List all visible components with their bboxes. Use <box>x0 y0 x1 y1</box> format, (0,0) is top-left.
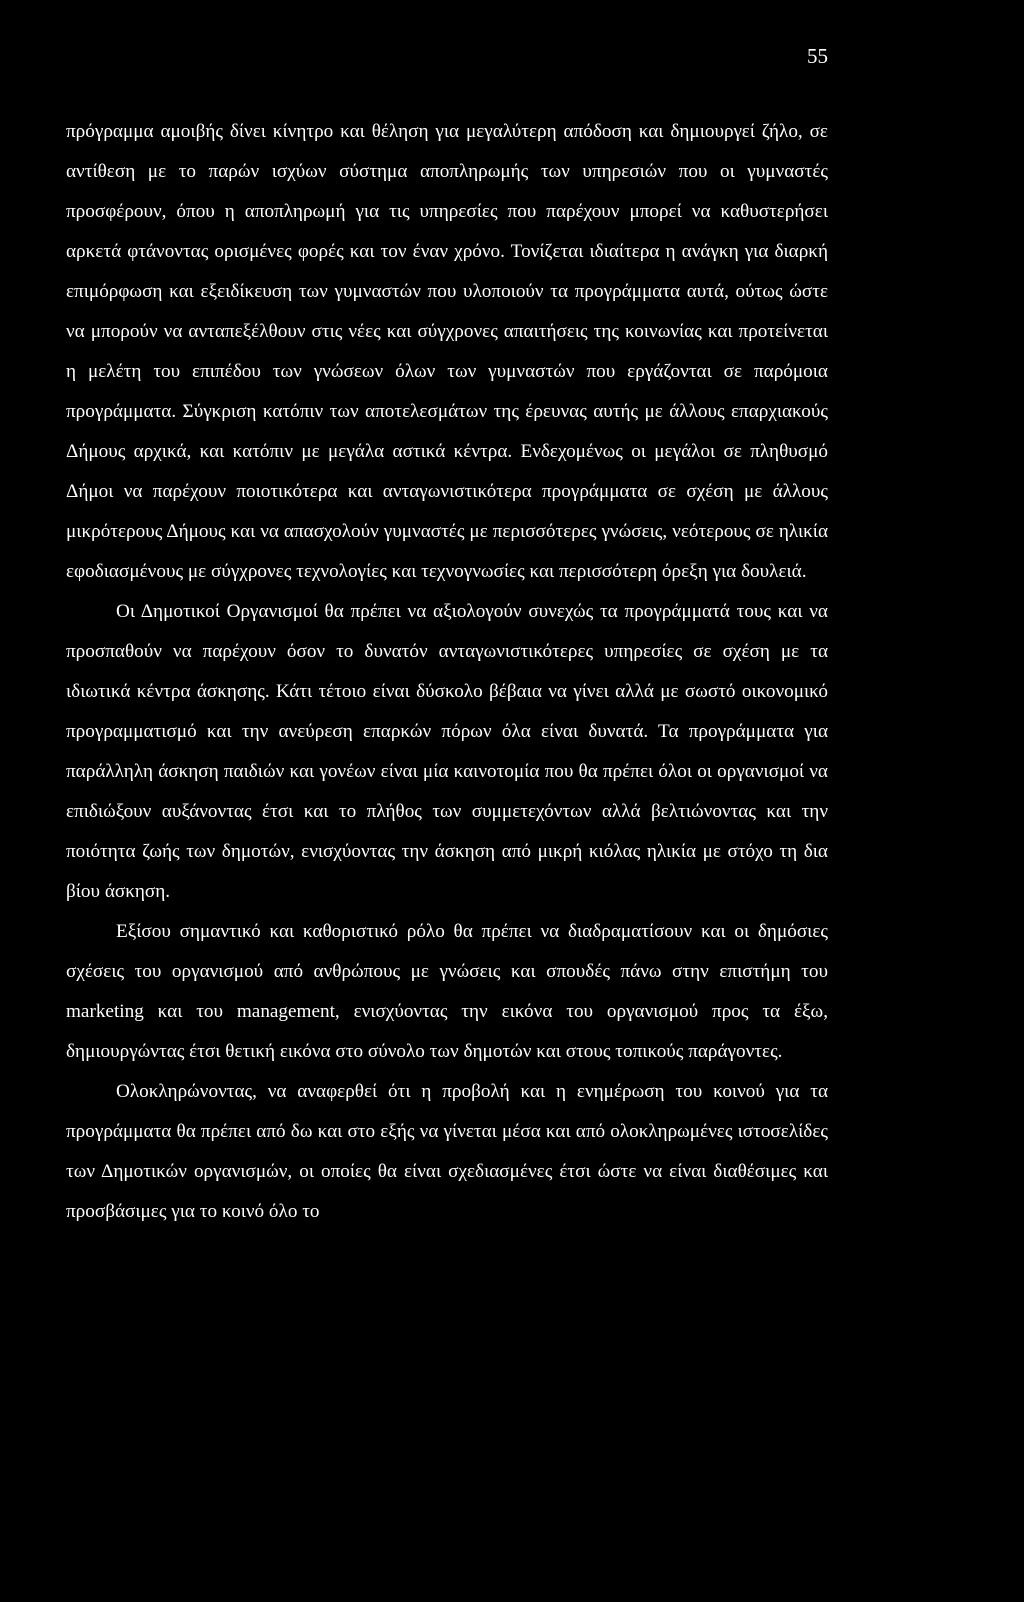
paragraph-1 <box>66 112 828 592</box>
paragraph-1-text-a: πρόγραμμα αμοιβής δίνει κίνητρο και θέληση για μεγαλύτερη απόδοση και δημιουργεί ζήλο, σε αντίθεση με το παρών ισχύων σύστημα αποπληρωμής των υπηρεσιών που οι γυμναστές προσφέρουν, όπου η αποπληρωμή για τις υπηρεσίες που παρέχουν μπορεί να καθυστερήσει αρκετά φτάνοντας ορισμένες φορές και τον έναν χρόνο. <box>66 121 828 262</box>
paragraph-3: Εξίσου σημαντικό και καθοριστικό ρόλο θα πρέπει να διαδραματίσουν και οι δημόσιες σχέσεις του οργανισμού από ανθρώπους με γνώσεις και σπουδές πάνω στην επιστήμη του marketing και του management, ενισχύοντας την εικόνα του οργανισμού προς τα έξω, δημιουργώντας έτσι θετική εικόνα στο σύνολο των δημοτών και στους τοπικούς παράγοντες. <box>66 921 828 1062</box>
paragraph-1-text-b: Τονίζεται ιδιαίτερα η ανάγκη για διαρκή επιμόρφωση και εξειδίκευση των γυμναστών που υλοποιούν τα προγράμματα αυτά, ούτως ώστε να μπορούν να ανταπεξέλθουν στις νέες και σύγχρονες απαιτήσεις της κοινωνίας και προτείνεται η μελέτη του επιπέδου των γνώσεων όλων των γυμναστών που εργάζονται σε παρόμοια προγράμματα. Σύγκριση κατόπιν των αποτελεσμάτων της έρευνας αυτής με άλλους επαρχιακούς Δήμους αρχικά, και κατόπιν με μεγάλα αστικά κέντρα. Ενδεχομένως οι μεγάλοι σε πληθυσμό Δήμοι να παρέχουν ποιοτικότερα και ανταγωνιστικότερα προγράμματα σε σχέση με άλλους μικρότερους Δήμους και να απασχολούν γυμναστές με περισσότερες γνώσεις, νεότερους σε ηλικία εφοδιασμένους με σύγχρονες τεχνολογίες και τεχνογνωσίες και περισσότερη όρεξη για δουλειά. <box>66 241 828 582</box>
body-text <box>66 112 828 1232</box>
paragraph-4: Ολοκληρώνοντας, να αναφερθεί ότι η προβολή και η ενημέρωση του κοινού για τα προγράμματα θα πρέπει από δω και στο εξής να γίνεται μέσα και από ολοκληρωμένες ιστοσελίδες των Δημοτικών οργανισμών, οι οποίες θα είναι σχεδιασμένες έτσι ώστε να είναι διαθέσιμες και προσβάσιμες για το κοινό όλο το <box>66 1081 828 1222</box>
paragraph-2: Οι Δημοτικοί Οργανισμοί θα πρέπει να αξιολογούν συνεχώς τα προγράμματά τους και να προσπαθούν να παρέχουν όσον το δυνατόν ανταγωνιστικότερες υπηρεσίες σε σχέση με τα ιδιωτικά κέντρα άσκησης. Κάτι τέτοιο είναι δύσκολο βέβαια να γίνει αλλά με σωστό οικονομικό προγραμματισμό και την ανεύρεση επαρκών πόρων όλα είναι δυνατά. Τα προγράμματα για παράλληλη άσκηση παιδιών και γονέων είναι μία καινοτομία που θα πρέπει όλοι οι οργανισμοί να επιδιώξουν αυξάνοντας έτσι και το πλήθος των συμμετεχόντων αλλά βελτιώνοντας και την ποιότητα ζωής των δημοτών, ενισχύοντας την άσκηση από μικρή κιόλας ηλικία με στόχο τη δια βίου άσκηση. <box>66 601 828 902</box>
page-number: 55 <box>807 44 828 68</box>
